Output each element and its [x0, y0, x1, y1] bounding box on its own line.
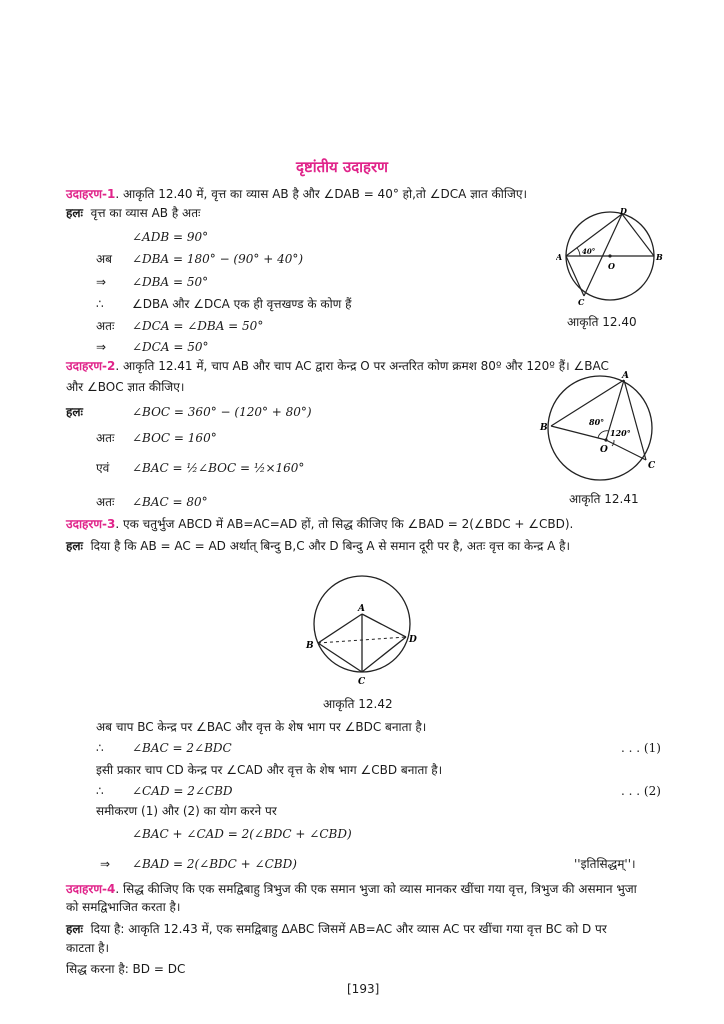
label-d: D: [620, 208, 627, 216]
step-text: अब चाप BC केन्द्र पर ∠BAC और वृत्त के शेष भाग पर ∠BDC बनाता है।: [96, 720, 427, 734]
step-lead: एवं: [96, 461, 110, 475]
example-4-text: . सिद्ध कीजिए कि एक समद्विबाहु त्रिभुज की एक समान भुजा को व्यास मानकर खींचा गया वृत्त, त्रिभुज की असमान भुजा: [115, 882, 637, 896]
example-3-question: [66, 516, 573, 533]
figure-12-42: [300, 574, 424, 686]
step-math: ∠DCA = ∠DBA = 50°: [132, 319, 264, 333]
example-2-text: . आकृति 12.41 में, चाप AB और चाप AC द्वारा केन्द्र O पर अन्तरित कोण क्रमश 80º और 120º हैं। ∠BAC: [115, 359, 609, 373]
page-heading: दृष्टांतीय उदाहरण: [296, 158, 388, 176]
step-math: ∠ADB = 90°: [132, 230, 209, 244]
example-1-tag: उदाहरण-1: [66, 187, 116, 201]
step-math: ∠BOC = 160°: [132, 431, 217, 445]
label-a: A: [556, 252, 563, 262]
step-math: ∠BAD = 2(∠BDC + ∠CBD): [132, 857, 297, 871]
step-math: ∠BAC = ½∠BOC = ½×160°: [132, 461, 305, 475]
step-lead: अतः: [96, 431, 115, 445]
figure-caption: आकृति 12.41: [569, 492, 639, 506]
label-d: D: [409, 635, 417, 645]
step-math: ∠BAC = 80°: [132, 495, 208, 509]
example-3-tag: उदाहरण-3: [66, 517, 116, 531]
example-1-text: . आकृति 12.40 में, वृत्त का व्यास AB है और ∠DAB = 40° हो,तो ∠DCA ज्ञात कीजिए।: [115, 187, 528, 201]
step-lead: ∴: [96, 784, 104, 798]
figure-12-40: [556, 208, 666, 306]
example-4-hal-cont: काटता है।: [66, 941, 110, 955]
step-math: ∠DCA = 50°: [132, 340, 209, 354]
step-lead: अतः: [96, 495, 115, 509]
example-4-prove: सिद्ध करना है: BD = DC: [66, 962, 186, 976]
angle-label-120: 120°: [610, 428, 631, 438]
figure-12-41: [538, 370, 662, 486]
label-b: B: [540, 423, 548, 433]
step-math: ∠CAD = 2∠CBD: [132, 784, 233, 798]
hal-label: हलः: [66, 539, 83, 553]
step-math: ∠DBA = 50°: [132, 275, 209, 289]
figure-caption: आकृति 12.40: [567, 315, 637, 329]
step-lead: अतः: [96, 319, 115, 333]
equation-number: . . . (2): [621, 784, 661, 798]
hal-text: वृत्त का व्यास AB है अतः: [90, 206, 201, 220]
step-text: इसी प्रकार चाप CD केन्द्र पर ∠CAD और वृत्त के शेष भाग ∠CBD बनाता है।: [96, 763, 443, 777]
example-3-text: . एक चतुर्भुज ABCD में AB=AC=AD हों, तो सिद्ध कीजिए कि ∠BAD = 2(∠BDC + ∠CBD).: [115, 517, 574, 531]
example-2-tag: उदाहरण-2: [66, 359, 116, 373]
step-text: ∠DBA और ∠DCA एक ही वृत्तखण्ड के कोण हैं: [132, 297, 352, 311]
example-4-question-cont: को समद्विभाजित करता है।: [66, 900, 181, 914]
page-number: [193]: [347, 982, 380, 996]
hal-label: हलः: [66, 206, 83, 220]
label-b: B: [656, 252, 663, 262]
label-c: C: [648, 461, 656, 471]
label-o: O: [600, 445, 608, 455]
angle-label: 40°: [582, 247, 596, 256]
angle-label-80: 80°: [589, 417, 605, 427]
example-4-question: [66, 881, 637, 898]
step-math: ∠DBA = 180° − (90° + 40°): [132, 252, 304, 266]
label-b: B: [306, 641, 314, 651]
step-lead: ⇒: [96, 275, 107, 289]
example-1-hal: [66, 205, 200, 222]
step-math: ∠BAC = 2∠BDC: [132, 741, 232, 755]
step-lead: ⇒: [96, 340, 107, 354]
hal-text: दिया है: आकृति 12.43 में, एक समद्विबाहु ΔABC जिसमें AB=AC और व्यास AC पर खींचा गया वृत्त BC को D पर: [90, 922, 607, 936]
example-4-hal: [66, 921, 607, 938]
step-lead: अब: [96, 252, 113, 266]
equation-number: . . . (1): [621, 741, 661, 755]
hal-text: दिया है कि AB = AC = AD अर्थात् बिन्दु B,C और D बिन्दु A से समान दूरी पर है, अतः वृत्त का केन्द्र A है।: [90, 539, 571, 553]
step-lead: ⇒: [100, 857, 111, 871]
step-math: ∠BAC + ∠CAD = 2(∠BDC + ∠CBD): [132, 827, 352, 841]
step-lead: ∴: [96, 741, 104, 755]
figure-caption: आकृति 12.42: [323, 697, 393, 711]
iti-siddham: ''इतिसिद्धम्''।: [574, 857, 636, 871]
hal-label: हलः: [66, 405, 83, 419]
step-math: ∠BOC = 360° − (120° + 80°): [132, 405, 312, 419]
label-c: C: [578, 297, 585, 306]
step-lead: ∴: [96, 297, 104, 311]
label-o: O: [608, 261, 615, 271]
label-a: A: [358, 604, 365, 614]
example-4-tag: उदाहरण-4: [66, 882, 116, 896]
example-2-question: [66, 358, 609, 375]
hal-label: हलः: [66, 922, 83, 936]
step-text: समीकरण (1) और (2) का योग करने पर: [96, 804, 277, 818]
example-2-question-cont: और ∠BOC ज्ञात कीजिए।: [66, 380, 185, 394]
example-3-hal: [66, 538, 570, 555]
label-a: A: [622, 371, 629, 381]
label-c: C: [358, 677, 366, 686]
example-1-question: [66, 186, 527, 203]
